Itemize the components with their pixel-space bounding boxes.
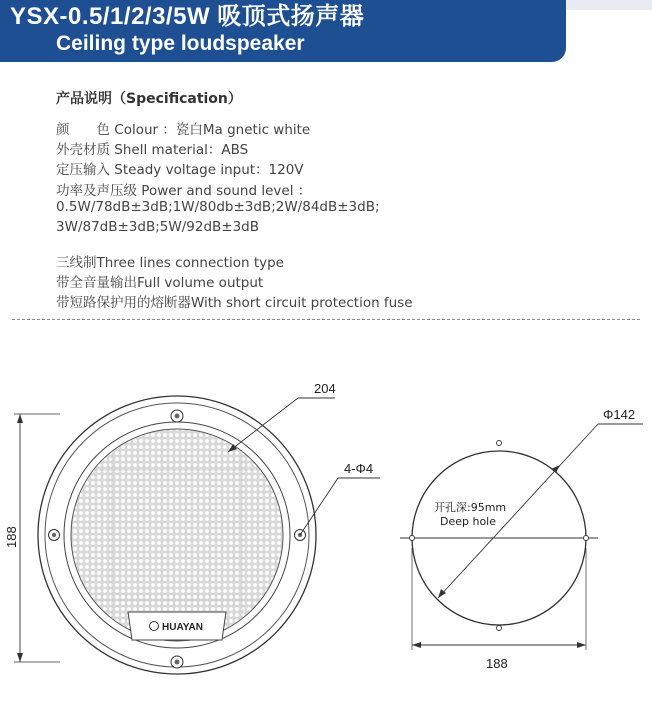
- spec-colour: 颜 色 Colour ：瓷白Ma gnetic white: [56, 122, 311, 138]
- product-title-en: Ceiling type loudspeaker: [56, 32, 305, 55]
- width-dimension-label: 188: [486, 656, 508, 671]
- hole-depth-note-cn: 开孔深:95mm: [434, 501, 507, 514]
- speaker-front-view: [4, 381, 380, 674]
- cutout-mark-left: [410, 536, 415, 541]
- holes-dimension-label: 4-Φ4: [344, 461, 374, 476]
- cutout-mark-bottom: [497, 626, 502, 631]
- height-arrow-top: [17, 414, 23, 423]
- height-dimension-label: 188: [4, 526, 19, 548]
- width-arrow-left: [412, 642, 421, 648]
- spec-fuse: 带短路保护用的熔断器With short circuit protection fuse: [56, 295, 413, 311]
- spec-power-values-1: 0.5W/78dB±3dB;1W/80db±3dB;2W/84dB±3dB;: [56, 199, 380, 215]
- spec-power-values-2: 3W/87dB±3dB;5W/92dB±3dB: [56, 219, 260, 235]
- product-title-cn: YSX-0.5/1/2/3/5W 吸顶式扬声器: [10, 3, 365, 30]
- spec-heading: 产品说明（Specification）: [56, 91, 242, 107]
- cutout-mark-top: [497, 441, 502, 446]
- spec-connection: 三线制Three lines connection type: [56, 255, 284, 271]
- screw-hole-bottom: [171, 656, 183, 668]
- cutout-diameter-label: Φ142: [603, 407, 636, 422]
- cutout-mark-right: [584, 536, 589, 541]
- screw-hole-top: [171, 410, 183, 422]
- width-arrow-right: [577, 642, 586, 648]
- ceiling-cutout-view: [400, 407, 643, 671]
- cutout-diameter-arrow-end: [551, 465, 560, 473]
- screw-hole-left: [49, 530, 60, 541]
- spec-volume-output: 带全音量输出Full volume output: [56, 275, 264, 291]
- spec-shell-material: 外壳材质 Shell material：ABS: [56, 142, 249, 158]
- brand-name: HUAYAN: [162, 622, 203, 633]
- height-arrow-bottom: [17, 653, 23, 662]
- diameter-leader-line: [228, 398, 298, 452]
- spec-power-heading: 功率及声压级 Power and sound level ：: [56, 183, 312, 199]
- speaker-grill: [71, 429, 283, 641]
- hole-depth-note-en: Deep hole: [440, 515, 497, 528]
- diameter-dimension-label: 204: [314, 381, 336, 396]
- spec-voltage: 定压输入 Steady voltage input：120V: [56, 162, 304, 178]
